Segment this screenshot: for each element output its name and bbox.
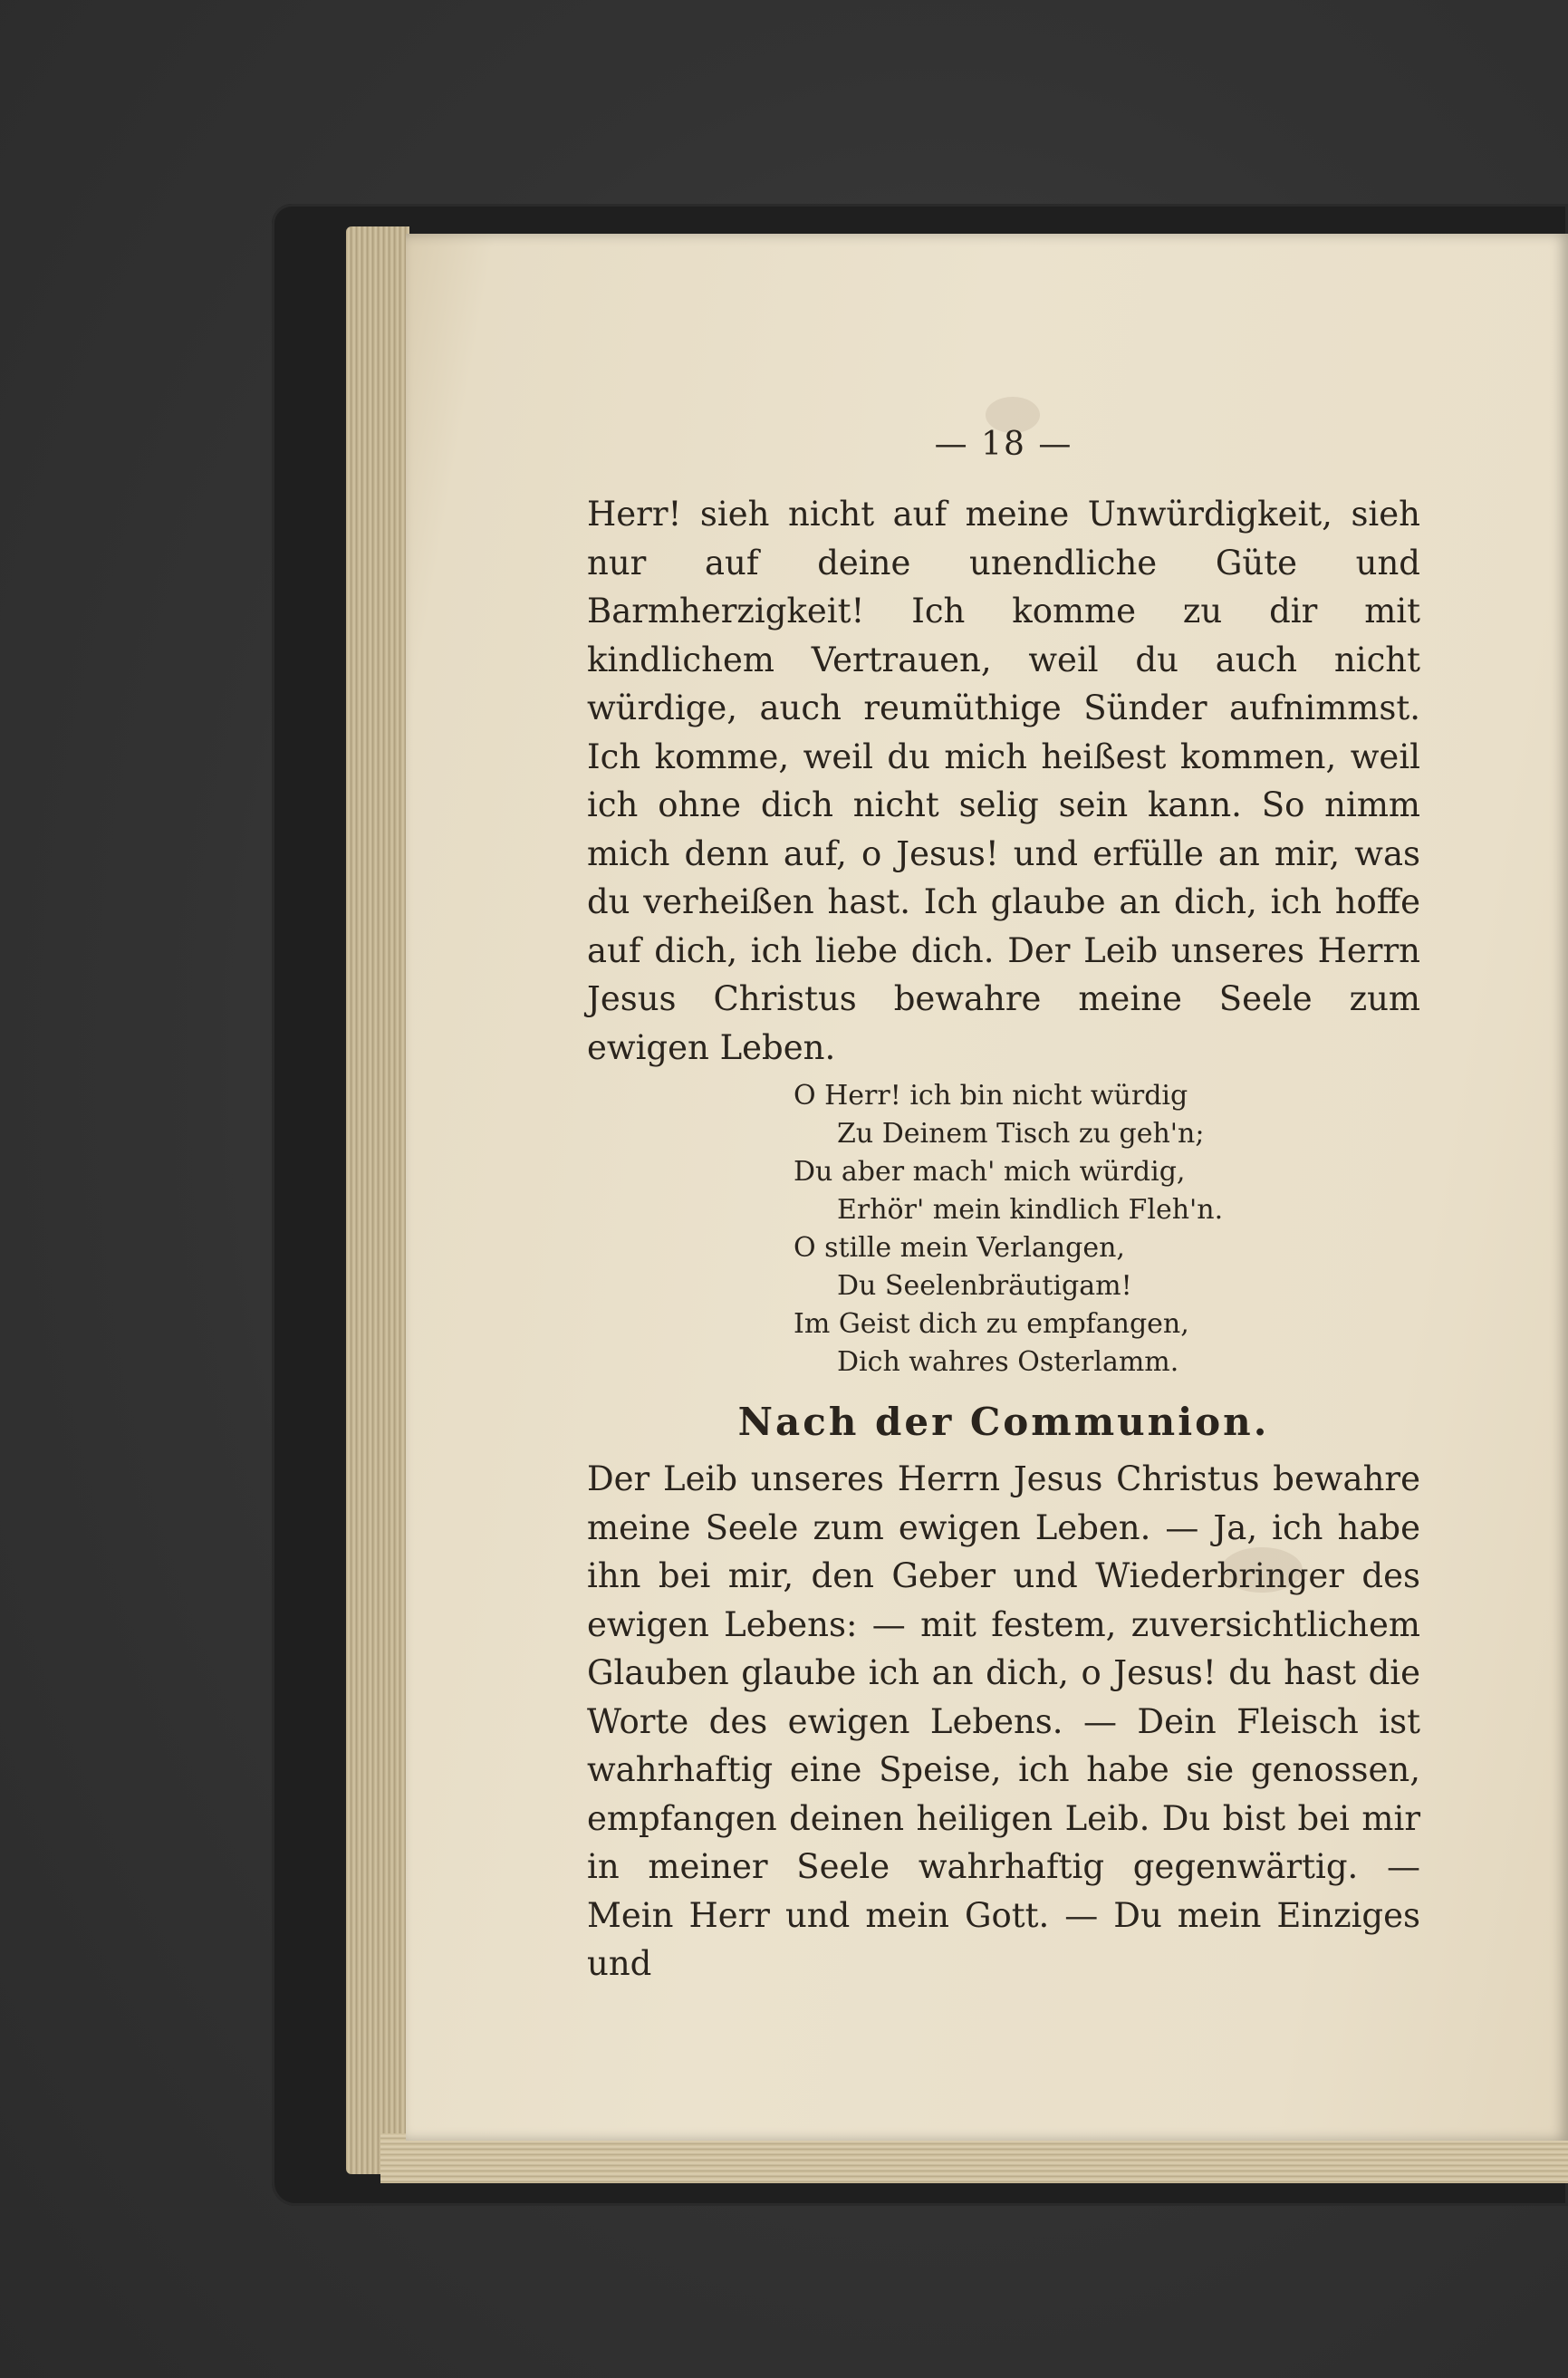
section-heading: Nach der Communion. bbox=[737, 1400, 1270, 1444]
verse-block bbox=[587, 1077, 1420, 1382]
verse-line: Du aber mach' mich würdig, bbox=[794, 1156, 1186, 1188]
page-content bbox=[587, 426, 1420, 1988]
prayer-paragraph: Herr! sieh nicht auf meine Unwürdigkeit, sieh nur auf deine unendliche Güte und Barmherzigkeit! Ich komme zu dir mit kindlichem Vertrauen, weil du auch nicht würdige, auch reumüthige Sünder aufnimmst. Ich komme, weil du mich heißest kommen, weil ich ohne dich nicht selig sein kann. So nimm mich denn auf, o Jesus! und erfülle an mir, was du verheißen hast. Ich glaube an dich, ich hoffe auf dich, ich liebe dich. Der Leib unseres Herrn Jesus Christus bewahre meine Seele zum ewigen Leben. bbox=[587, 495, 1420, 1067]
verse-line: O Herr! ich bin nicht würdig bbox=[794, 1080, 1188, 1112]
page-edges-left bbox=[346, 226, 409, 2174]
verse-line: Dich wahres Osterlamm. bbox=[837, 1346, 1179, 1378]
verse-line: O stille mein Verlangen, bbox=[794, 1232, 1125, 1264]
communion-paragraph: Der Leib unseres Herrn Jesus Christus bewahre meine Seele zum ewigen Leben. — Ja, ich habe ihn bei mir, den Geber und Wiederbringer des ewigen Lebens: — mit festem, zuversichtlichem Glauben glaube ich an dich, o Jesus! du hast die Worte des ewigen Lebens. — Dein Fleisch ist wahrhaftig eine Speise, ich habe sie genossen, empfangen deinen heiligen Leib. Du bist bei mir in meiner Seele wahrhaftig gegenwärtig. — Mein Herr und mein Gott. — Du mein Einziges und bbox=[587, 1459, 1420, 1983]
verse-line: Zu Deinem Tisch zu geh'n; bbox=[837, 1118, 1205, 1150]
verse-line: Du Seelenbräutigam! bbox=[837, 1270, 1132, 1302]
verse-line: Erhör' mein kindlich Fleh'n. bbox=[837, 1194, 1224, 1226]
page-number: — 18 — bbox=[934, 426, 1073, 463]
verse-line: Im Geist dich zu empfangen, bbox=[794, 1308, 1189, 1340]
page-edges-bottom bbox=[380, 2133, 1568, 2183]
